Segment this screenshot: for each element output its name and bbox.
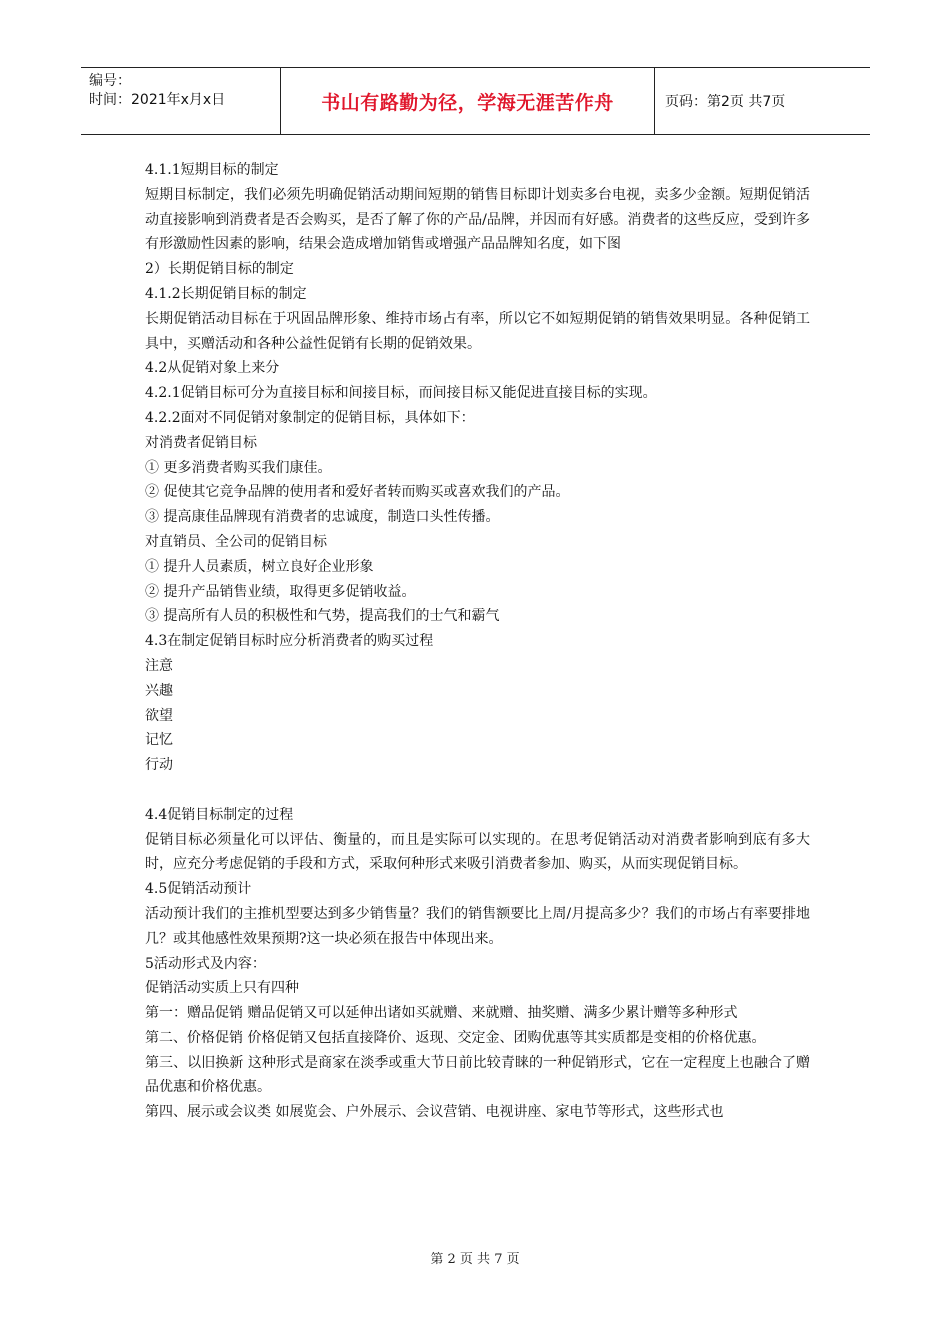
paragraph: 活动预计我们的主推机型要达到多少销售量？我们的销售额要比上周/月提高多少？我们的市场占有率要排地几？或其他感性效果预期?这一块必须在报告中体现出来。 (145, 905, 810, 947)
paragraph: 4.4促销目标制定的过程 (145, 806, 294, 823)
paragraph: 第一：赠品促销 赠品促销又可以延伸出诸如买就赠、来就赠、抽奖赠、满多少累计赠等多种形式 (145, 1005, 738, 1022)
paragraph: 长期促销活动目标在于巩固品牌形象、维持市场占有率，所以它不如短期促销的销售效果明显。各种促销工具中，买赠活动和各种公益性促销有长期的促销效果。 (145, 310, 810, 352)
paragraph: 对直销员、全公司的促销目标 (145, 533, 327, 550)
paragraph: 2）长期促销目标的制定 (145, 261, 294, 278)
paragraph: ① 更多消费者购买我们康佳。 (145, 459, 332, 476)
paragraph: 4.3在制定促销目标时应分析消费者的购买过程 (145, 633, 434, 650)
header-motto: 书山有路勤为径，学海无涯苦作舟 (281, 68, 655, 134)
paragraph: 5活动形式及内容： (145, 955, 266, 972)
paragraph: 4.2.1促销目标可分为直接目标和间接目标，而间接目标又能促进直接目标的实现。 (145, 385, 657, 402)
page-header (81, 67, 870, 135)
paragraph: 4.5促销活动预计 (145, 881, 252, 898)
document-body (145, 158, 810, 1125)
paragraph: ③ 提高康佳品牌现有消费者的忠诚度，制造口头性传播。 (145, 509, 500, 526)
paragraph: 4.1.1短期目标的制定 (145, 162, 279, 178)
paragraph: 对消费者促销目标 (145, 434, 257, 451)
blank-line (145, 778, 810, 803)
paragraph: 第二、价格促销 价格促销又包括直接降价、返现、交定金、团购优惠等其实质都是变相的价格优惠。 (145, 1029, 766, 1046)
paragraph: 欲望 (145, 707, 173, 724)
paragraph: 短期目标制定，我们必须先明确促销活动期间短期的销售目标即计划卖多台电视，卖多少金额。短期促销活动直接影响到消费者是否会购买，是否了解了你的产品/品牌，并因而有好感。消费者的这些反应，受到许多有形激励性因素的影响，结果会造成增加销售或增强产品品牌知名度，如下图 (145, 186, 810, 253)
paragraph: 行动 (145, 757, 173, 774)
paragraph: 促销活动实质上只有四种 (145, 980, 299, 997)
paragraph: 兴趣 (145, 682, 173, 699)
paragraph: 注意 (145, 657, 173, 674)
header-page-info: 页码：第2页 共7页 (665, 94, 786, 110)
paragraph: 促销目标必须量化可以评估、衡量的，而且是实际可以实现的。在思考促销活动对消费者影响到底有多大时，应充分考虑促销的手段和方式，采取何种形式来吸引消费者参加、购买，从而实现促销目标。 (145, 831, 810, 873)
paragraph: 记忆 (145, 732, 173, 749)
paragraph: 4.2从促销对象上来分 (145, 360, 280, 377)
number-label: 编号： (89, 73, 131, 89)
page-footer: 第 2 页 共 7 页 (430, 1252, 520, 1267)
paragraph: 4.1.2长期促销目标的制定 (145, 285, 307, 302)
paragraph: 第四、展示或会议类 如展览会、户外展示、会议营销、电视讲座、家电节等形式，这些形式也 (145, 1104, 724, 1121)
paragraph: 4.2.2面对不同促销对象制定的促销目标，具体如下： (145, 409, 475, 426)
time-label: 时间：2021年x月x日 (89, 92, 226, 108)
paragraph: 第三、以旧换新 这种形式是商家在淡季或重大节日前比较青睐的一种促销形式，它在一定程度上也融合了赠品优惠和价格优惠。 (145, 1054, 810, 1096)
paragraph: ② 提升产品销售业绩，取得更多促销收益。 (145, 583, 416, 600)
paragraph: ① 提升人员素质，树立良好企业形象 (145, 558, 374, 575)
header-meta (81, 68, 281, 134)
paragraph: ② 促使其它竞争品牌的使用者和爱好者转而购买或喜欢我们的产品。 (145, 484, 570, 501)
paragraph: ③ 提高所有人员的积极性和气势，提高我们的士气和霸气 (145, 608, 500, 625)
